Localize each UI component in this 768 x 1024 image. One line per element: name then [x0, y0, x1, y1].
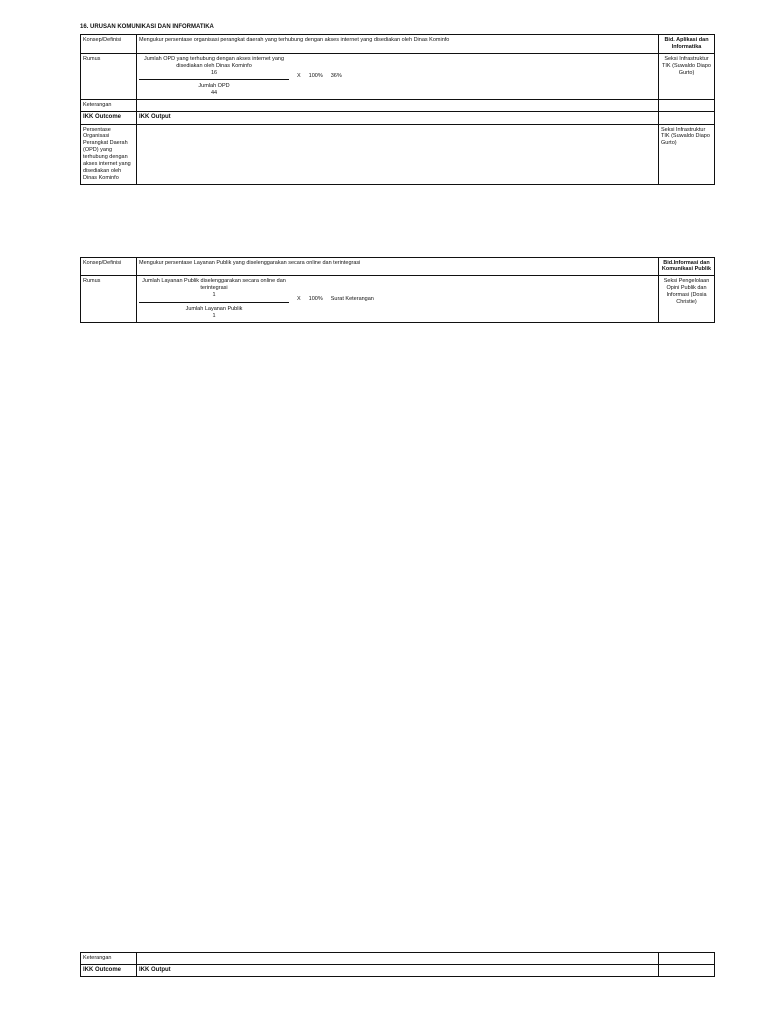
formula-ratio-2	[139, 278, 289, 319]
numerator-text: Jumlah OPD yang terhubung dengan akses internet yang disediakan oleh Dinas Kominfo	[143, 55, 285, 69]
output-detail	[137, 124, 659, 184]
formula-row	[139, 56, 656, 97]
formula-result: 36%	[330, 73, 342, 79]
rumus-label: Rumus	[81, 53, 137, 99]
unit-heading-2: Bid.Informasi dan Komunikasi Publik	[659, 257, 715, 276]
section-gap	[80, 185, 714, 257]
responsible-unit: Seksi Infrastruktur TIK (Suwaldo Diapo Gurto)	[659, 53, 715, 99]
times-sign-2: X	[297, 295, 301, 302]
formula-row-2	[139, 278, 656, 319]
page-title: 16. URUSAN KOMUNIKASI DAN INFORMATIKA	[80, 24, 214, 30]
denominator-value: 44	[210, 90, 218, 97]
indicator-table-2	[80, 257, 715, 323]
indicator-table-3	[80, 952, 715, 977]
unit-heading: Bid. Aplikasi dan Informatika	[659, 35, 715, 54]
status-text: Surat Keterangan	[330, 295, 374, 302]
outcome-heading-3: IKK Outcome	[81, 964, 137, 977]
konsep-value: Mengukur persentase organisasi perangkat daerah yang terhubung dengan akses internet yang disediakan oleh Dinas Kominfo	[137, 35, 659, 54]
responsible-unit-2: Seksi Pengelolaan Opini Publik dan Informasi (Dosia Christie)	[659, 276, 715, 322]
konsep-label: Konsep/Definisi	[81, 35, 137, 54]
keterangan-label: Keterangan	[81, 100, 137, 112]
denominator-text-2: Jumlah Layanan Publik	[185, 305, 243, 312]
percent-factor: 100%	[308, 73, 323, 79]
formula-ratio	[139, 56, 289, 97]
output-unit-heading-3	[659, 964, 715, 977]
konsep-label-2: Konsep/Definisi	[81, 257, 137, 276]
numerator-text-2: Jumlah Layanan Publik diselenggarakan secara online dan terintegrasi	[142, 278, 286, 292]
rumus-value	[137, 53, 659, 99]
output-unit-heading	[659, 112, 715, 125]
numerator-value-2: 1	[212, 292, 216, 298]
denominator-text: Jumlah OPD	[198, 83, 230, 90]
output-unit: Seksi Infrastruktur TIK (Suwaldo Diapo Gurto)	[659, 124, 715, 184]
output-heading: IKK Output	[137, 112, 659, 125]
rumus-label-2: Rumus	[81, 276, 137, 322]
keterangan-label-3: Keterangan	[81, 953, 137, 965]
outcome-heading: IKK Outcome	[81, 112, 137, 125]
fraction-line-2	[139, 302, 289, 303]
times-sign: X	[297, 73, 301, 79]
numerator-value: 16	[210, 69, 218, 76]
keterangan-value-3	[137, 953, 659, 965]
keterangan-unit	[659, 100, 715, 112]
percent-factor-2: 100%	[308, 295, 323, 302]
outcome-text: Persentase Organisasi Perangkat Daerah (OPD) yang terhubung dengan akses internet yang disediakan oleh Dinas Kominfo	[81, 124, 137, 184]
rumus-value-2	[137, 276, 659, 322]
keterangan-unit-3	[659, 953, 715, 965]
fraction-line	[139, 79, 289, 80]
denominator-value-2: 1	[212, 312, 216, 319]
indicator-table-1	[80, 34, 715, 185]
konsep-value-2: Mengukur persentase Layanan Publik yang diselenggarakan secara online dan terintegrasi	[137, 257, 659, 276]
keterangan-value	[137, 100, 659, 112]
output-heading-3: IKK Output	[137, 964, 659, 977]
